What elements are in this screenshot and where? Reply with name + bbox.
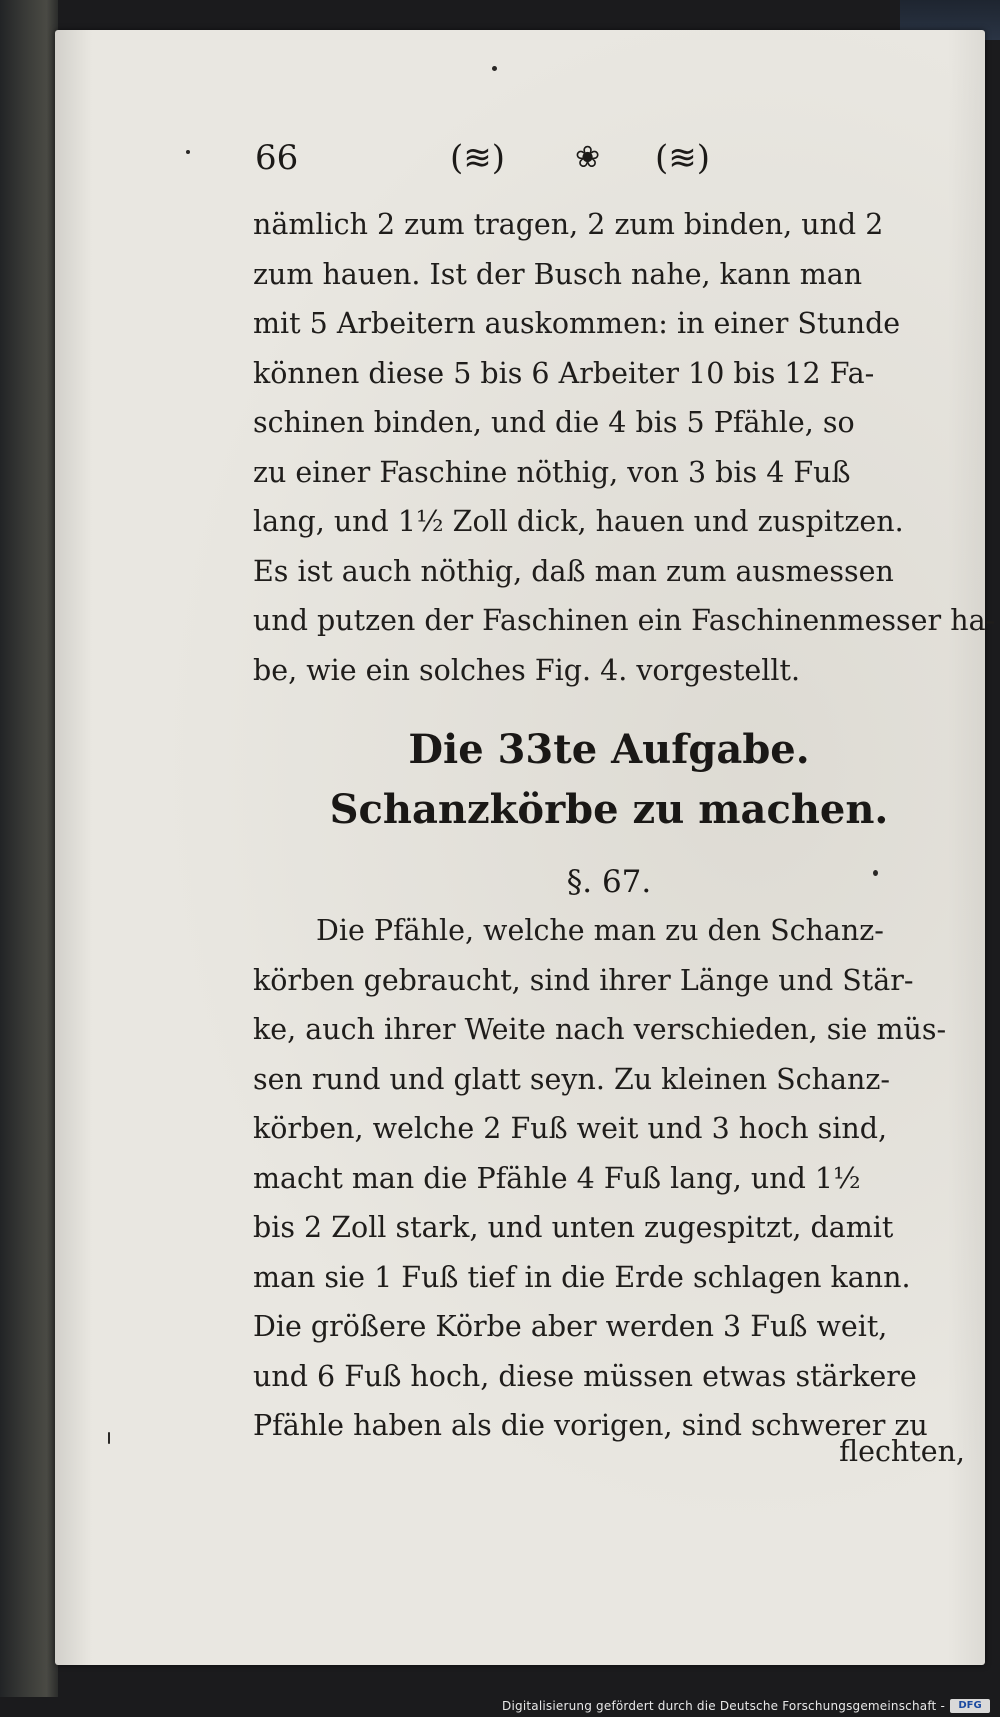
ornament-flower-icon: ❀ (575, 140, 601, 175)
text-line: körben, welche 2 Fuß weit und 3 hoch sind, (253, 1112, 888, 1145)
text-line: Es ist auch nöthig, daß man zum ausmessen (253, 554, 894, 588)
task-title: Schanzkörbe zu machen. (329, 786, 889, 833)
catchword: flechten, (839, 1435, 965, 1468)
text-line: ke, auch ihrer Weite nach verschieden, sie müs- (253, 1013, 947, 1046)
text-line: zu einer Faschine nöthig, von 3 bis 4 Fuß (253, 455, 851, 489)
text-line: und 6 Fuß hoch, diese müssen etwas stärkere (253, 1359, 917, 1393)
text-line: Die Pfähle, welche man zu den Schanz- (316, 914, 884, 947)
paper-speck (108, 1432, 110, 1444)
paragraph-2 (253, 906, 965, 1451)
page-header (255, 138, 990, 188)
dfg-logo: DFG (950, 1699, 990, 1713)
text-line: Die größere Körbe aber werden 3 Fuß weit, (253, 1310, 888, 1343)
text-line: nämlich 2 zum tragen, 2 zum binden, und 2 (253, 208, 884, 241)
text-line: und putzen der Faschinen ein Faschinenmesser ha- (253, 604, 996, 637)
paper-speck (186, 150, 190, 154)
text-line: Pfähle haben als die vorigen, sind schwerer zu (253, 1409, 928, 1442)
paper-speck (492, 66, 497, 71)
text-line: schinen binden, und die 4 bis 5 Pfähle, so (253, 406, 855, 439)
paragraph-1 (253, 200, 996, 695)
text-line: zum hauen. Ist der Busch nahe, kann man (253, 257, 863, 291)
ornament-right-icon: (≋) (655, 138, 711, 178)
task-heading: Die 33te Aufgabe. (408, 726, 810, 773)
text-line: macht man die Pfähle 4 Fuß lang, und 1½ (253, 1161, 861, 1195)
text-line: be, wie ein solches Fig. 4. vorgestellt. (253, 653, 801, 687)
funding-credit: Digitalisierung gefördert durch die Deutsche Forschungsgemeinschaft - (502, 1699, 945, 1713)
text-line: mit 5 Arbeitern auskommen: in einer Stunde (253, 307, 901, 340)
section-number: §. 67. (566, 864, 652, 900)
text-line: können diese 5 bis 6 Arbeiter 10 bis 12 Fa- (253, 356, 875, 390)
text-line: lang, und 1½ Zoll dick, hauen und zuspitzen. (253, 505, 904, 538)
text-line: bis 2 Zoll stark, und unten zugespitzt, damit (253, 1211, 894, 1244)
text-line: sen rund und glatt seyn. Zu kleinen Schanz- (253, 1062, 890, 1096)
text-line: körben gebraucht, sind ihrer Länge und Stär- (253, 963, 914, 997)
page-number: 66 (255, 138, 299, 178)
ornament-left-icon: (≋) (450, 138, 506, 178)
paper-speck (873, 870, 878, 876)
book-edge (0, 0, 58, 1717)
text-line: man sie 1 Fuß tief in die Erde schlagen kann. (253, 1260, 911, 1294)
